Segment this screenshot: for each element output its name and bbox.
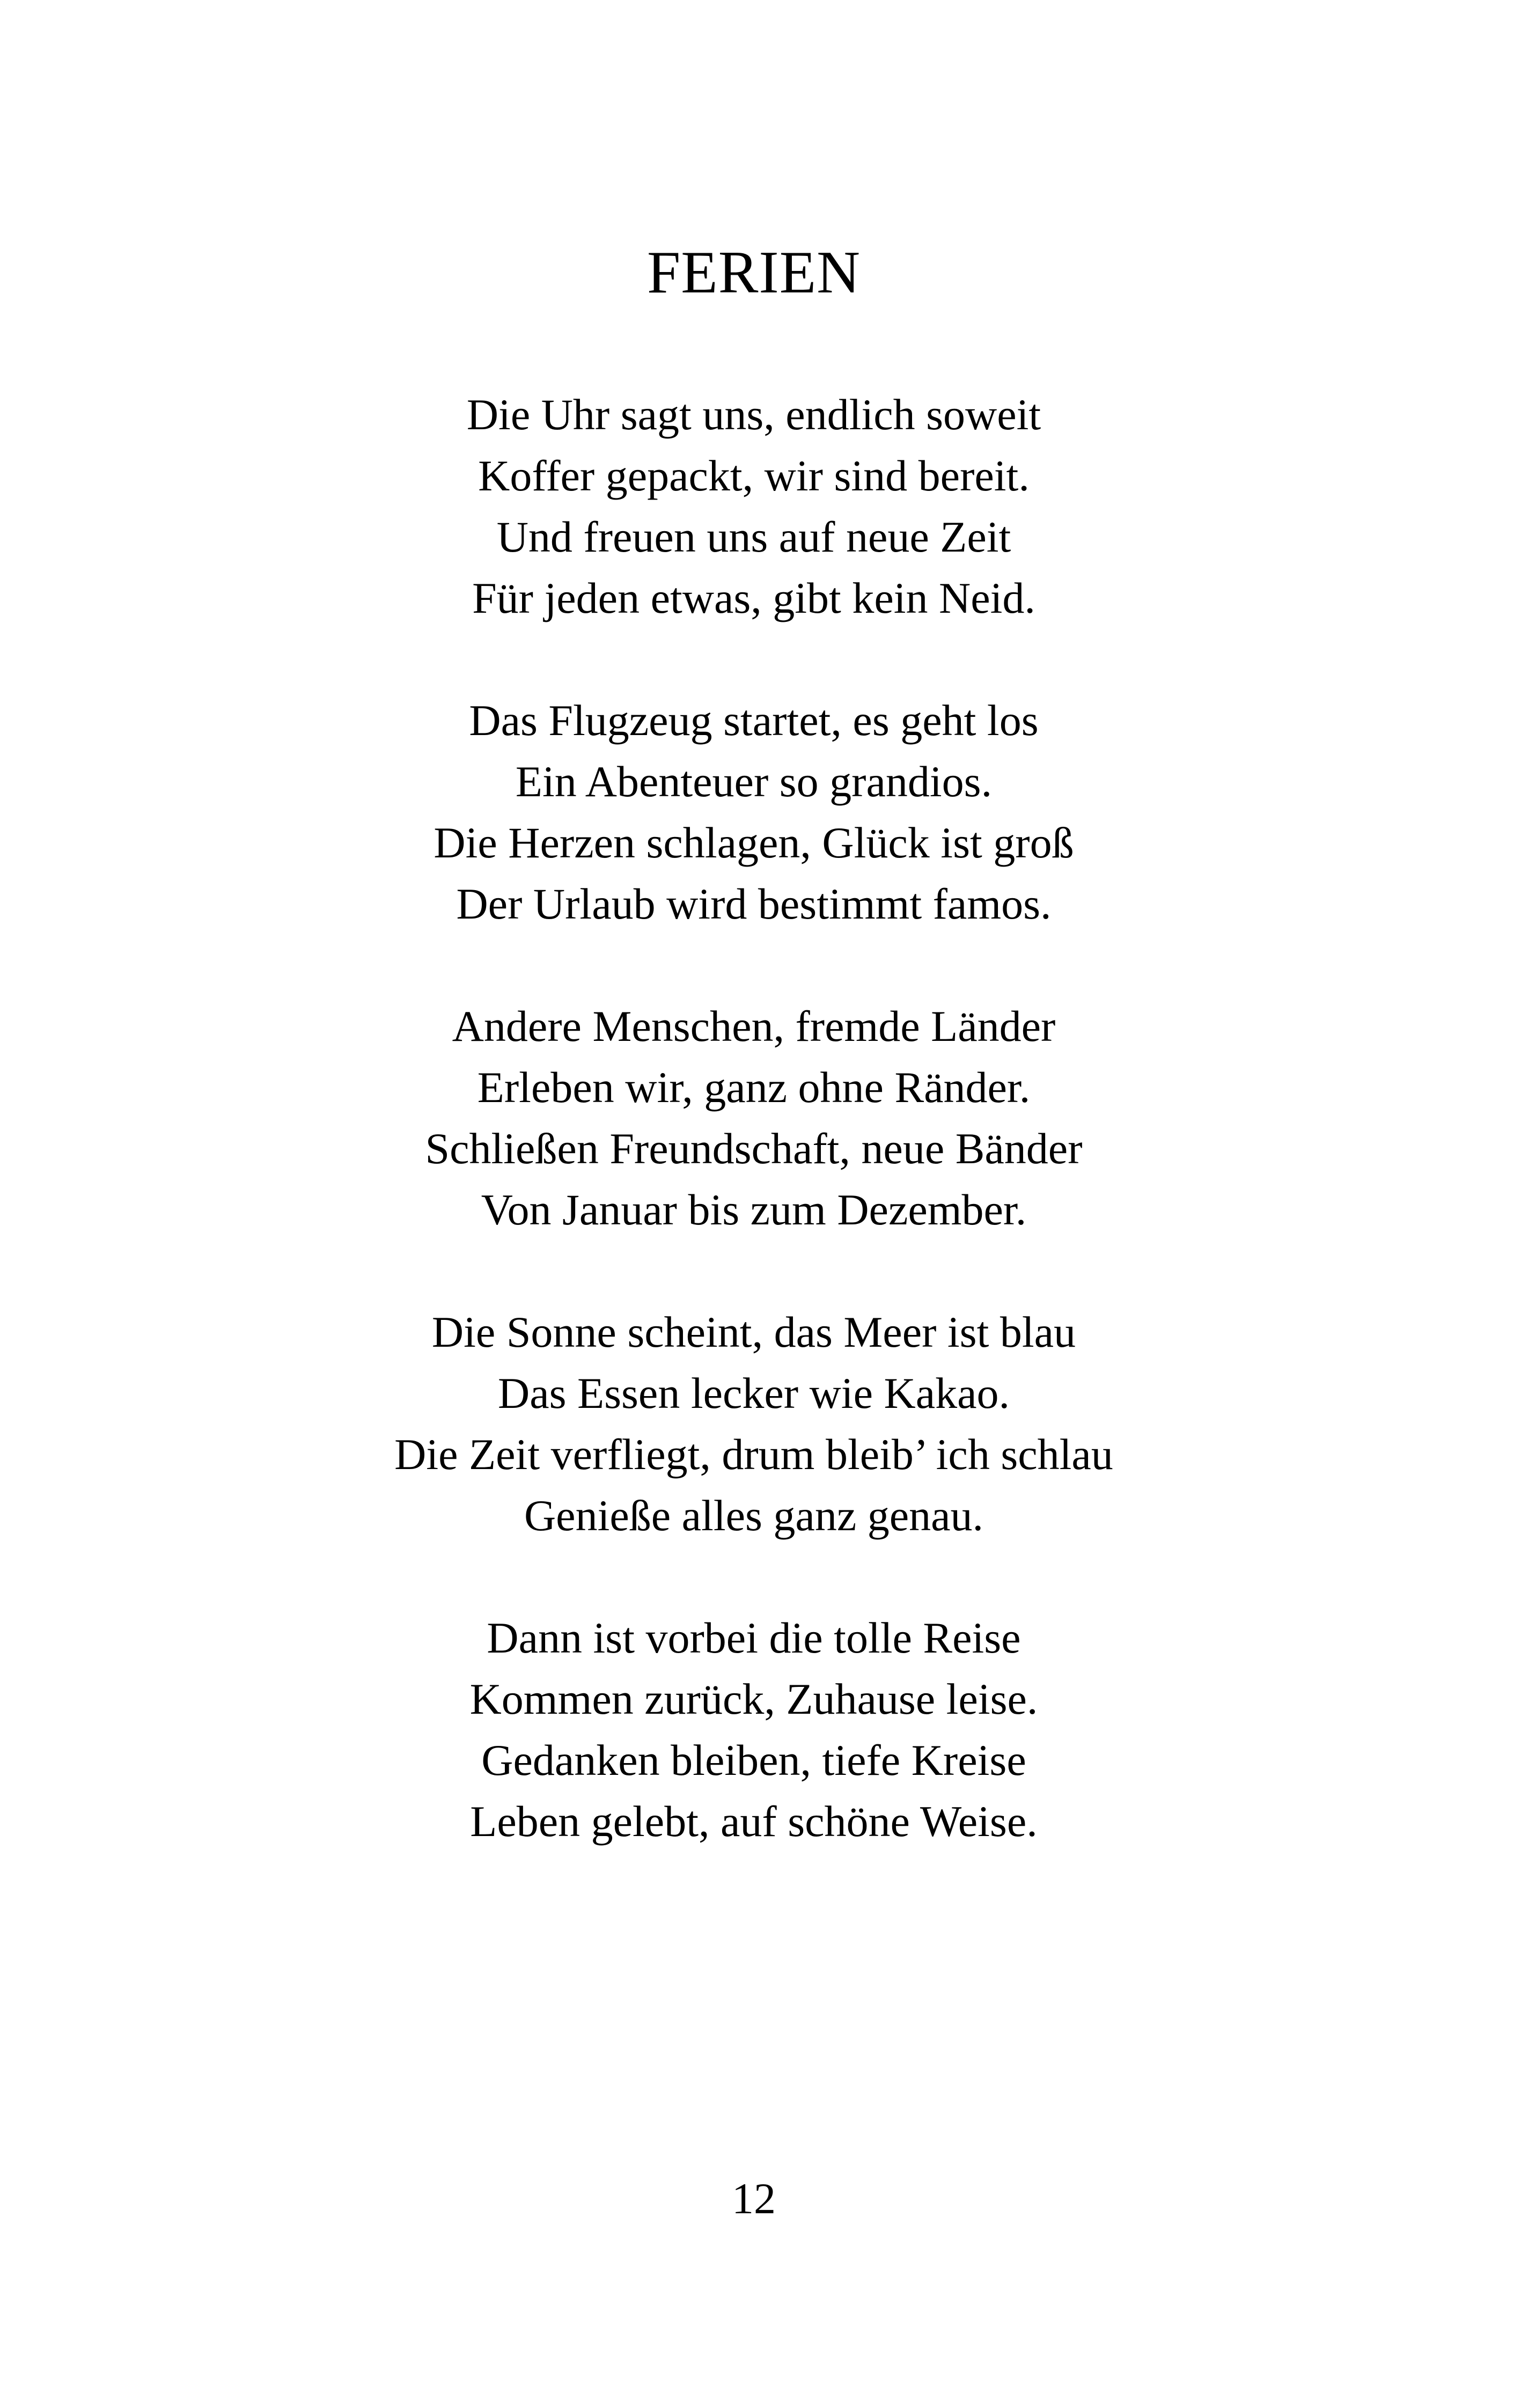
poem-line: Dann ist vorbei die tolle Reise — [487, 1613, 1021, 1662]
poem-line: Von Januar bis zum Dezember. — [481, 1185, 1027, 1234]
stanza-2 — [0, 690, 1508, 935]
poem-line: Koffer gepackt, wir sind bereit. — [478, 451, 1030, 500]
poem-line: Das Flugzeug startet, es geht los — [469, 696, 1039, 745]
poem-line: Und freuen uns auf neue Zeit — [496, 512, 1011, 561]
poem-line: Genieße alles ganz genau. — [524, 1491, 984, 1540]
poem-line: Die Uhr sagt uns, endlich soweit — [466, 390, 1041, 439]
stanza-3 — [0, 996, 1508, 1240]
poem-title: FERIEN — [647, 239, 861, 306]
poem-line: Gedanken bleiben, tiefe Kreise — [481, 1736, 1026, 1785]
poem-line: Kommen zurück, Zuhause leise. — [469, 1675, 1038, 1723]
poem-line: Andere Menschen, fremde Länder — [452, 1002, 1056, 1051]
poem-line: Ein Abenteuer so grandios. — [515, 757, 993, 806]
poem-line: Für jeden etwas, gibt kein Neid. — [472, 574, 1035, 622]
poem-line: Schließen Freundschaft, neue Bänder — [425, 1124, 1083, 1173]
poem-line: Die Sonne scheint, das Meer ist blau — [431, 1308, 1076, 1356]
poem-body — [0, 384, 1508, 1913]
poem-line: Die Herzen schlagen, Glück ist groß — [433, 818, 1074, 867]
poem-line: Die Zeit verfliegt, drum bleib’ ich schlau — [394, 1430, 1113, 1479]
page-number: 12 — [732, 2174, 776, 2223]
stanza-4 — [0, 1302, 1508, 1546]
poem-line: Das Essen lecker wie Kakao. — [497, 1369, 1010, 1418]
stanza-1 — [0, 384, 1508, 629]
poem-line: Erleben wir, ganz ohne Ränder. — [477, 1063, 1031, 1112]
poem-line: Der Urlaub wird bestimmt famos. — [456, 879, 1052, 928]
poem-line: Leben gelebt, auf schöne Weise. — [470, 1797, 1038, 1846]
stanza-5 — [0, 1607, 1508, 1852]
